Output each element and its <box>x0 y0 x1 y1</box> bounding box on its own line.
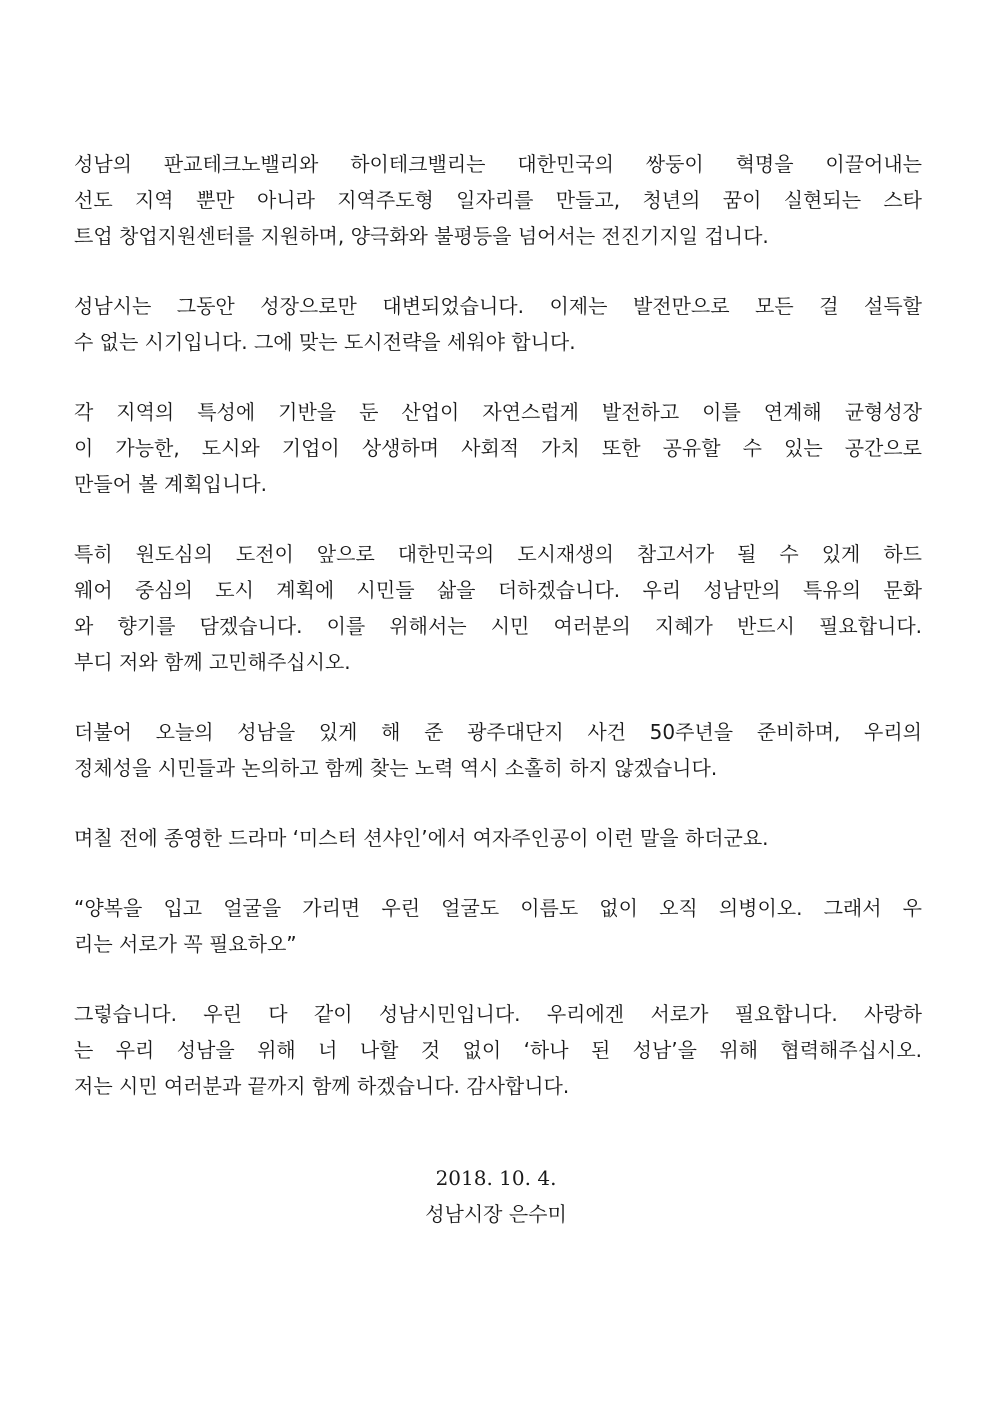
text-line: 와 향기를 담겠습니다. 이를 위해서는 시민 여러분의 지혜가 반드시 필요합니다. <box>74 614 922 638</box>
paragraph-8 <box>74 996 922 1104</box>
paragraph-2 <box>74 288 922 360</box>
paragraph-3 <box>74 394 922 502</box>
text-line: 수 없는 시기입니다. 그에 맞는 도시전략을 세워야 합니다. <box>74 330 576 354</box>
text-line: 성남의 판교테크노밸리와 하이테크밸리는 대한민국의 쌍둥이 혁명을 이끌어내는 <box>74 152 922 176</box>
text-line: “양복을 입고 얼굴을 가리면 우린 얼굴도 이름도 없이 오직 의병이오. 그래서 우 <box>74 896 922 920</box>
paragraph-6 <box>74 820 922 856</box>
text-line: 이 가능한, 도시와 기업이 상생하며 사회적 가치 또한 공유할 수 있는 공간으로 <box>74 436 922 460</box>
text-line: 성남시는 그동안 성장으로만 대변되었습니다. 이제는 발전만으로 모든 걸 설득할 <box>74 294 922 318</box>
text-line: 특히 원도심의 도전이 앞으로 대한민국의 도시재생의 참고서가 될 수 있게 하드 <box>74 542 922 566</box>
text-line: 각 지역의 특성에 기반을 둔 산업이 자연스럽게 발전하고 이를 연계해 균형성장 <box>74 400 922 424</box>
speech-body <box>74 146 922 1138</box>
paragraph-5 <box>74 714 922 786</box>
signatory-name: 성남시장 은수미 <box>425 1202 567 1226</box>
text-line: 그렇습니다. 우린 다 같이 성남시민입니다. 우리에겐 서로가 필요합니다. 사랑하 <box>74 1002 922 1026</box>
text-line: 부디 저와 함께 고민해주십시오. <box>74 650 351 674</box>
paragraph-7-quote <box>74 890 922 962</box>
text-line: 는 우리 성남을 위해 너 나할 것 없이 ‘하나 된 성남’을 위해 협력해주십시오. <box>74 1038 922 1062</box>
text-line: 만들어 볼 계획입니다. <box>74 472 267 496</box>
text-line: 트업 창업지원센터를 지원하며, 양극화와 불평등을 넘어서는 전진기지일 겁니다. <box>74 224 769 248</box>
text-line: 웨어 중심의 도시 계획에 시민들 삶을 더하겠습니다. 우리 성남만의 특유의 문화 <box>74 578 922 602</box>
text-line: 선도 지역 뿐만 아니라 지역주도형 일자리를 만들고, 청년의 꿈이 실현되는 스타 <box>74 188 922 212</box>
signature-block <box>0 1160 992 1232</box>
text-line: 리는 서로가 꼭 필요하오” <box>74 932 297 956</box>
document-date: 2018. 10. 4. <box>435 1166 557 1190</box>
paragraph-4 <box>74 536 922 680</box>
text-line: 정체성을 시민들과 논의하고 함께 찾는 노력 역시 소홀히 하지 않겠습니다. <box>74 756 718 780</box>
text-line: 더불어 오늘의 성남을 있게 해 준 광주대단지 사건 50주년을 준비하며, 우리의 <box>74 720 922 744</box>
text-line: 며칠 전에 종영한 드라마 ‘미스터 션샤인’에서 여자주인공이 이런 말을 하더군요. <box>74 826 769 850</box>
text-line: 저는 시민 여러분과 끝까지 함께 하겠습니다. 감사합니다. <box>74 1074 570 1098</box>
paragraph-1 <box>74 146 922 254</box>
